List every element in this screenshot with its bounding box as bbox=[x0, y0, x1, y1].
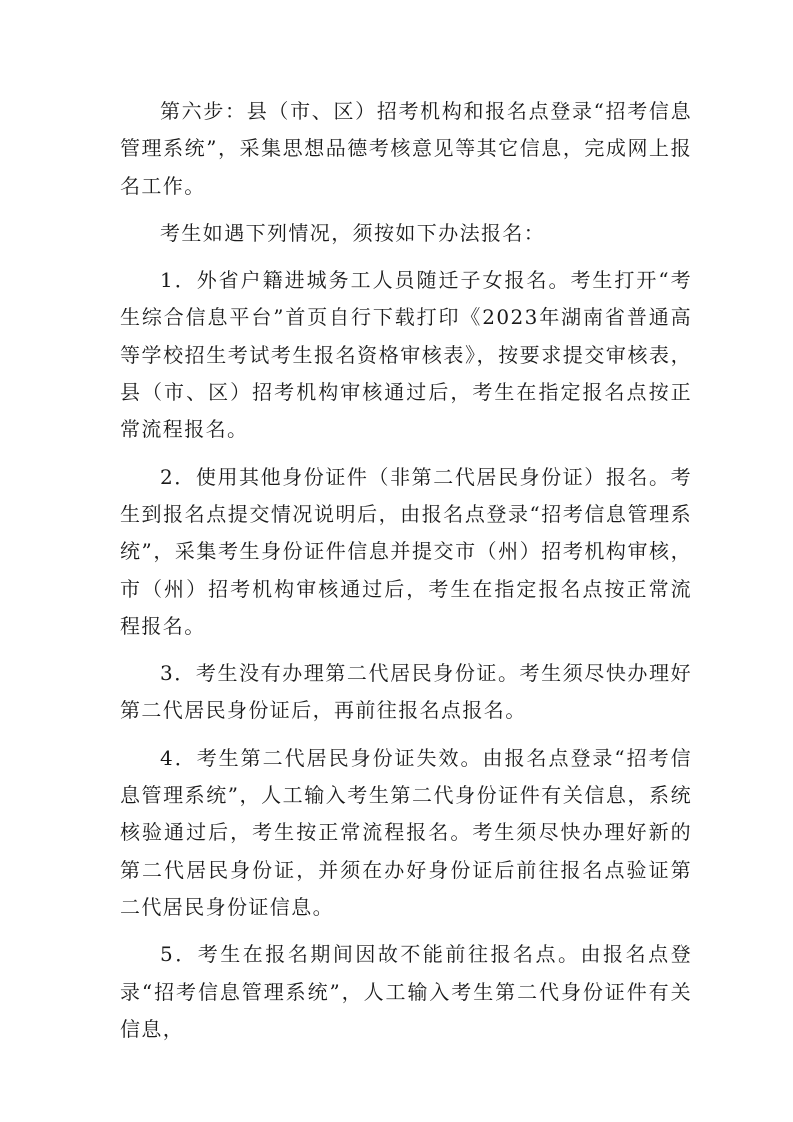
paragraph-case-5: 5．考生在报名期间因故不能前往报名点。由报名点登录“招考信息管理系统”，人工输入考生第二代身份证件有关信息， bbox=[120, 942, 692, 1041]
document-page bbox=[120, 93, 692, 1056]
paragraph-case-3: 3．考生没有办理第二代居民身份证。考生须尽快办理好第二代居民身份证后，再前往报名点报名。 bbox=[120, 661, 692, 723]
paragraph-case-2: 2．使用其他身份证件（非第二代居民身份证）报名。考生到报名点提交情况说明后，由报名点登录“招考信息管理系统”，采集考生身份证件信息并提交市（州）招考机构审核，市（州）招考机构审核通过后，考生在指定报名点按正常流程报名。 bbox=[120, 464, 692, 638]
paragraph-case-4: 4．考生第二代居民身份证失效。由报名点登录“招考信息管理系统”，人工输入考生第二代身份证件有关信息，系统核验通过后，考生按正常流程报名。考生须尽快办理好新的第二代居民身份证，并须在办好身份证后前往报名点验证第二代居民身份证信息。 bbox=[120, 745, 692, 919]
paragraph-special-cases-intro: 考生如遇下列情况，须按如下办法报名： bbox=[160, 220, 546, 245]
paragraph-step-six: 第六步：县（市、区）招考机构和报名点登录“招考信息管理系统”，采集思想品德考核意见等其它信息，完成网上报名工作。 bbox=[120, 99, 692, 198]
paragraph-case-1: 1．外省户籍进城务工人员随迁子女报名。考生打开“考生综合信息平台”首页自行下载打印《2023年湖南省普通高等学校招生考试考生报名资格审核表》，按要求提交审核表，县（市、区）招考机构审核通过后，考生在指定报名点按正常流程报名。 bbox=[120, 268, 692, 442]
